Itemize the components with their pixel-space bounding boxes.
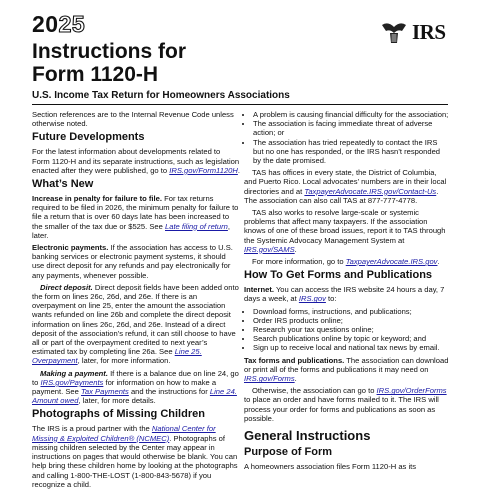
making-payment-paragraph [32,369,240,406]
electronic-payments-paragraph [32,243,240,280]
tas-text-2: TAS also works to resolve large-scale or systemic problems that affect many taxpayers. If the association knows of one of these broad issues, report it to TAS through the Systemic Advocacy Management System at [244,208,446,245]
list-item: • Download forms, instructions, and publications; [253,307,450,316]
list-item: • Research your tax questions online; [253,325,450,334]
link-taxpayer-advocate[interactable]: TaxpayerAdvocate.IRS.gov [345,257,438,267]
ep-text: If the association has access to U.S. banking services or electronic payment systems, it should use direct deposit for any refunds and pay electronically for any payments, whenever possible. [32,243,233,280]
page-subtitle: U.S. Income Tax Return for Homeowners Associations [32,90,290,101]
link-line24[interactable]: Line 24. Amount owed [32,387,237,406]
tas-more-info-paragraph [244,257,450,266]
photo-text-2: . Photographs of missing children selected by the Center may appear in instructions on pages that would otherwise be blank. You can help bring these children home by looking at the photographs and calling 1-800-THE-LOST (1-800-843-5678) if you recognize a child. [32,433,238,489]
direct-deposit-paragraph [32,283,240,366]
tas-offices-paragraph [244,168,450,205]
tas-text-3: For more information, go to [252,257,344,267]
dd-text: Direct deposit fields have been added onto the form on lines 26c, 26d, and 26e. If there is an overpayment on line 25, enter the amount the association wants refunded on line 26b and complete the direct deposit information on lines 26c, 26d, and 26e. Instead of a direct deposit of the association’s refund, it can still choose to have all or part of the overpayment credited to next year’s estimated tax by completing line 26a. See [32,282,239,357]
heading-missing-children: Photographs of Missing Children [32,408,205,421]
title-rule [32,104,448,105]
tas-text-2b: . [294,244,297,254]
link-payments[interactable]: IRS.gov/Payments [40,377,104,387]
order-text: Otherwise, the association can go to [252,386,375,396]
list-item: • The association is facing immediate threat of adverse action; or [253,119,450,137]
list-item: • A problem is causing financial difficulty for the association; [253,110,450,119]
heading-purpose-of-form: Purpose of Form [244,446,333,459]
link-tas-contact[interactable]: TaxpayerAdvocate.IRS.gov/Contact-Us [304,186,437,196]
logo-text: IRS [412,20,446,44]
left-column [32,110,240,492]
internet-end: to: [325,294,337,304]
link-late-filing[interactable]: Late filing of return [165,221,228,231]
link-irs-gov[interactable]: IRS.gov [298,294,326,304]
link-form1120h[interactable]: IRS.gov/Form1120H [169,165,238,175]
page-title [32,40,186,86]
link-sams[interactable]: IRS.gov/SAMS [244,244,295,254]
list-item: • The association has tried repeatedly to contact the IRS but no one has responded, or the IRS hasn’t responded by the date promised. [253,138,450,166]
internet-text: You can access the IRS website 24 hours a day, 7 days a week, at [244,285,445,304]
purpose-paragraph: A homeowners association files Form 1120-H as its [244,462,417,472]
penalty-paragraph [32,194,240,240]
link-forms[interactable]: IRS.gov/Forms [244,374,295,384]
form-year [32,12,85,36]
tas-criteria-list [244,110,450,165]
mp-mid: for information on how to make a payment. See [32,377,217,397]
internet-lead: Internet. [244,285,274,295]
dd-lead: Direct deposit. [40,282,93,292]
penalty-lead: Increase in penalty for failure to file. [32,194,162,204]
heading-general-instructions: General Instructions [244,428,371,444]
right-column [244,110,450,474]
missing-children-paragraph [32,424,240,488]
year-solid: 20 [32,11,59,37]
eagle-icon [380,21,408,45]
heading-future-developments: Future Developments [32,131,145,144]
mp-end: , later, for more details. [78,396,156,406]
heading-get-forms: How To Get Forms and Publications [244,269,433,282]
order-end: to place an order and have forms mailed to it. The IRS will process your order for forms and publications as soon as possible. [244,395,439,423]
title-line-1: Instructions for [32,40,187,63]
heading-whats-new: What’s New [32,178,94,191]
internet-paragraph [244,285,450,303]
intro-paragraph: Section references are to the Internal Revenue Code unless otherwise noted. [32,110,234,129]
link-tax-payments[interactable]: Tax Payments [80,387,129,397]
list-item: • Search publications online by topic or keyword; and [253,334,450,343]
tfp-lead: Tax forms and publications. [244,355,345,365]
list-item: • Order IRS products online; [253,316,450,325]
tas-text-1b: . The association can also call TAS at 877-777-4778. [244,186,439,205]
tfp-end: . [294,374,297,384]
ep-lead: Electronic payments. [32,243,109,253]
tas-text-1: TAS has offices in every state, the District of Columbia, and Puerto Rico. Local advocates’ numbers are in their local directories and at [244,168,447,196]
year-outline: 25 [58,11,86,37]
internet-list [244,307,450,353]
mp-text: If there is a balance due on line 24, go to [32,368,239,387]
link-ncmec[interactable]: National Center for Missing & Exploited Children® (NCMEC) [32,424,216,443]
link-order-forms[interactable]: IRS.gov/OrderForms [376,386,447,396]
future-text: For the latest information about developments related to Form 1120-H and its separate instructions, such as legislation enacted after they were published, go to [32,147,240,175]
photo-text-1: The IRS is a proud partner with the [32,424,150,434]
list-item: • Sign up to receive local and national tax news by email. [253,343,450,352]
penalty-text: For tax returns required to be filed in 2026, the minimum penalty for failure to file a return that is over 60 days late has been increased to the smaller of the tax due or $525. See [32,194,239,231]
mp-lead: Making a payment. [40,368,108,378]
tfp-text: The association can download or print all of the forms and publications it may need on [244,355,449,374]
mp-mid2: and the instructions for [128,387,208,397]
link-line25[interactable]: Line 25. Overpayment [32,347,202,366]
tas-text-3b: . [437,257,440,267]
dd-end: , later, for more information. [77,356,171,366]
penalty-end: , later. [32,221,231,240]
future-paragraph: For the latest information about developments related to Form 1120-H and its separate instructions, such as legislation enacted after they were published, go to IRS.gov/Form1120H. [32,147,240,175]
tax-forms-paragraph [244,356,450,384]
title-line-2: Form 1120-H [32,63,159,86]
order-forms-paragraph [244,386,450,423]
tas-systemic-paragraph [244,208,450,254]
irs-logo [380,20,446,45]
